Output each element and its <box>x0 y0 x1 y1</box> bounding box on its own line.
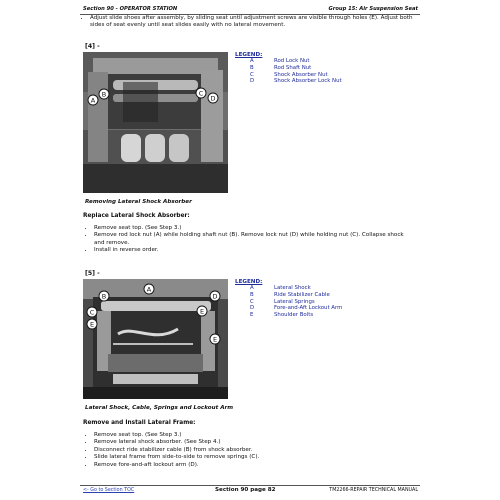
callout-d <box>208 93 218 103</box>
section1-title: Replace Lateral Shock Absorber: <box>83 213 190 219</box>
svg-text:C: C <box>198 89 204 98</box>
legend-row <box>235 78 415 85</box>
figure4-step-label: [4] - <box>85 43 100 50</box>
legend-value: Fore-and-Aft Lockout Arm <box>274 305 343 312</box>
svg-text:A: A <box>146 285 152 294</box>
svg-text:B: B <box>101 90 107 99</box>
legend-value: Rod Lock Nut <box>274 58 310 64</box>
callout-e <box>197 306 207 316</box>
header-right: Group 15: Air Suspension Seat <box>328 6 418 12</box>
footer-page-number: Section 90 page 82 <box>215 487 276 493</box>
list-item: • Slide lateral frame from side-to-side to remove springs (C). <box>94 454 412 461</box>
intro-bullet: • Adjust slide shoes after assembly, by sliding seat until adjustment screws are visible through holes (E). Adjust both sides of seat evenly until seat slides easily with no lateral movement. <box>90 15 413 30</box>
legend-value: Shock Absorber Lock Nut <box>274 78 342 85</box>
legend-key: A <box>250 285 254 291</box>
svg-text:D: D <box>210 94 216 103</box>
callout-d <box>210 291 220 301</box>
legend-row <box>235 72 415 79</box>
legend-value: Lateral Springs <box>274 298 315 305</box>
legend-row <box>235 58 415 65</box>
svg-text:D: D <box>212 292 218 301</box>
callout-b <box>99 291 109 301</box>
figure5-legend <box>235 279 415 319</box>
legend-row <box>235 299 415 306</box>
legend-value: Rod Shaft Nut <box>274 64 312 71</box>
figure5-photo <box>83 279 228 399</box>
list-item: • Remove seat top. (See Step 3.) <box>94 225 412 232</box>
callout-a <box>88 95 98 105</box>
footer-rule <box>80 485 420 486</box>
svg-text:E: E <box>212 335 218 344</box>
svg-text:C: C <box>89 308 95 317</box>
footer-manual-title: TM2266-REPAIR TECHNICAL MANUAL <box>329 488 418 493</box>
svg-text:B: B <box>101 292 107 301</box>
legend-key: E <box>250 312 254 319</box>
section2-title: Remove and Install Lateral Frame: <box>83 420 196 426</box>
callout-c <box>87 307 97 317</box>
list-item: • Remove seat top. (See Step 3.) <box>94 432 412 439</box>
figure5-caption: Lateral Shock, Cable, Springs and Lockout Arm <box>85 405 234 411</box>
list-item: • Disconnect ride stabilizer cable (B) from shock absorber. <box>94 447 412 454</box>
section2-list <box>87 432 412 469</box>
legend-row <box>235 285 415 292</box>
callout-e <box>210 334 220 344</box>
legend-value: Lateral Shock <box>274 285 311 291</box>
legend-row <box>235 292 415 299</box>
legend-key: A <box>250 58 254 64</box>
svg-text:E: E <box>199 307 205 316</box>
legend-row <box>235 305 415 312</box>
legend-key: B <box>250 291 254 298</box>
figure4-caption: Removing Lateral Shock Absorber <box>85 199 192 205</box>
legend-title: LEGEND: <box>235 52 263 58</box>
legend-key: D <box>250 78 255 85</box>
legend-key: B <box>250 64 254 71</box>
header-left: Section 90 - OPERATOR STATION <box>83 6 178 12</box>
figure5-callouts <box>83 279 228 399</box>
legend-value: Shock Absorber Nut <box>274 71 328 78</box>
legend-value: Shoulder Bolts <box>274 312 314 319</box>
section1-list <box>87 225 412 255</box>
legend-row <box>235 312 415 319</box>
figure4-legend <box>235 52 415 85</box>
figure5-step-label: [5] - <box>85 270 100 277</box>
callout-c <box>196 88 206 98</box>
list-item: • Install in reverse order. <box>94 247 412 254</box>
callout-a <box>144 284 154 294</box>
list-item: • Remove lateral shock absorber. (See Step 4.) <box>94 439 412 446</box>
legend-key: C <box>250 298 254 305</box>
callout-e <box>87 319 97 329</box>
go-to-section-toc-link[interactable]: <- Go to Section TOC <box>83 488 135 493</box>
list-item: • Remove rod lock nut (A) while holding shaft nut (B). Remove lock nut (D) while holding nut (C). Collapse shock and remove. <box>94 232 412 247</box>
figure4-photo <box>83 52 228 193</box>
list-item: • Remove fore-and-aft lockout arm (D). <box>94 462 412 469</box>
svg-text:E: E <box>89 320 95 329</box>
legend-key: D <box>250 305 255 312</box>
legend-row <box>235 65 415 72</box>
figure4-callouts <box>83 52 228 193</box>
svg-text:A: A <box>90 96 96 105</box>
intro-text <box>83 15 413 30</box>
legend-title: LEGEND: <box>235 279 263 285</box>
legend-value: Ride Stabilizer Cable <box>274 291 330 298</box>
legend-key: C <box>250 71 254 78</box>
callout-b <box>99 89 109 99</box>
